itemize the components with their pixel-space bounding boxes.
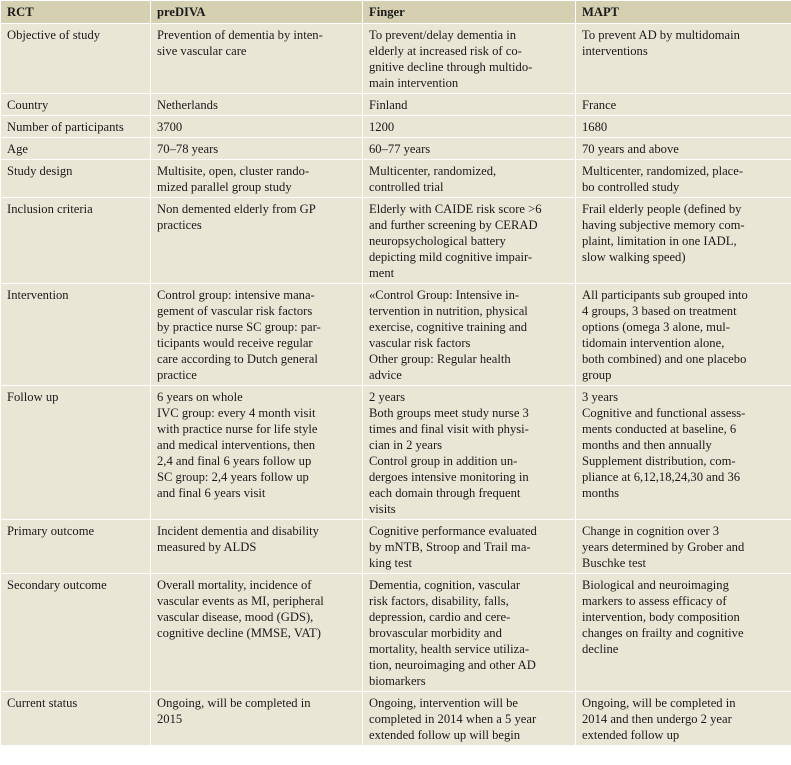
row-label: Age: [1, 138, 151, 160]
row-label: Current status: [1, 692, 151, 746]
header-finger: Finger: [363, 1, 576, 24]
table-row: [1, 520, 791, 574]
cell-mapt: Biological and neuroimaging markers to assess efficacy of intervention, body composition changes on frailty and cognitive decline: [576, 574, 791, 692]
row-label: Follow up: [1, 386, 151, 520]
cell-mapt: 70 years and above: [576, 138, 791, 160]
cell-prediva: Multisite, open, cluster rando- mized parallel group study: [151, 160, 363, 198]
header-prediva: preDIVA: [151, 1, 363, 24]
header-rct: RCT: [1, 1, 151, 24]
header-mapt: MAPT: [576, 1, 791, 24]
row-label: Secondary outcome: [1, 574, 151, 692]
cell-finger: Multicenter, randomized, controlled trial: [363, 160, 576, 198]
table-row: [1, 24, 791, 94]
cell-finger: 2 years Both groups meet study nurse 3 times and final visit with physi- cian in 2 years Control group in addition un- dergoes intensive monitoring in each domain through frequent visits: [363, 386, 576, 520]
cell-mapt: 3 years Cognitive and functional assess- ments conducted at baseline, 6 months and then annually Supplement distribution, com- pliance at 6,12,18,24,30 and 36 months: [576, 386, 791, 520]
header-row: [1, 1, 791, 24]
table-body: [1, 24, 791, 746]
cell-finger: Finland: [363, 94, 576, 116]
cell-prediva: Incident dementia and disability measured by ALDS: [151, 520, 363, 574]
cell-finger: «Control Group: Intensive in- tervention in nutrition, physical exercise, cognitive training and vascular risk factors Other group: Regular health advice: [363, 284, 576, 386]
table-row: [1, 692, 791, 746]
cell-prediva: Ongoing, will be completed in 2015: [151, 692, 363, 746]
cell-mapt: Change in cognition over 3 years determined by Grober and Buschke test: [576, 520, 791, 574]
cell-finger: 60–77 years: [363, 138, 576, 160]
table-row: [1, 284, 791, 386]
cell-mapt: All participants sub grouped into 4 groups, 3 based on treatment options (omega 3 alone, mul- tidomain intervention alone, both combined) and one placebo group: [576, 284, 791, 386]
row-label: Objective of study: [1, 24, 151, 94]
row-label: Country: [1, 94, 151, 116]
cell-finger: To prevent/delay dementia in elderly at increased risk of co- gnitive decline through multido- main intervention: [363, 24, 576, 94]
cell-finger: Ongoing, intervention will be completed in 2014 when a 5 year extended follow up will begin: [363, 692, 576, 746]
cell-prediva: 70–78 years: [151, 138, 363, 160]
row-label: Intervention: [1, 284, 151, 386]
cell-prediva: Overall mortality, incidence of vascular events as MI, peripheral vascular disease, mood (GDS), cognitive decline (MMSE, VAT): [151, 574, 363, 692]
cell-mapt: To prevent AD by multidomain interventions: [576, 24, 791, 94]
table-row: [1, 94, 791, 116]
row-label: Inclusion criteria: [1, 198, 151, 284]
table-row: [1, 198, 791, 284]
cell-finger: Dementia, cognition, vascular risk factors, disability, falls, depression, cardio and cere- brovascular morbidity and mortality, health service utiliza- tion, neuroimaging and other AD biomarkers: [363, 574, 576, 692]
cell-finger: 1200: [363, 116, 576, 138]
cell-finger: Elderly with CAIDE risk score >6 and further screening by CERAD neuropsychological battery depicting mild cognitive impair- ment: [363, 198, 576, 284]
cell-prediva: Non demented elderly from GP practices: [151, 198, 363, 284]
cell-prediva: Control group: intensive mana- gement of vascular risk factors by practice nurse SC group: par- ticipants would receive regular care according to Dutch general practice: [151, 284, 363, 386]
cell-finger: Cognitive performance evaluated by mNTB, Stroop and Trail ma- king test: [363, 520, 576, 574]
cell-prediva: 6 years on whole IVC group: every 4 month visit with practice nurse for life style and medical interventions, then 2,4 and final 6 years follow up SC group: 2,4 years follow up and final 6 years visit: [151, 386, 363, 520]
cell-prediva: 3700: [151, 116, 363, 138]
cell-mapt: 1680: [576, 116, 791, 138]
cell-mapt: France: [576, 94, 791, 116]
table-row: [1, 138, 791, 160]
table-row: [1, 160, 791, 198]
cell-mapt: Ongoing, will be completed in 2014 and then undergo 2 year extended follow up: [576, 692, 791, 746]
table-header: [1, 1, 791, 24]
cell-prediva: Netherlands: [151, 94, 363, 116]
table-row: [1, 116, 791, 138]
table-row: [1, 386, 791, 520]
cell-mapt: Frail elderly people (defined by having subjective memory com- plaint, limitation in one IADL, slow walking speed): [576, 198, 791, 284]
cell-prediva: Prevention of dementia by inten- sive vascular care: [151, 24, 363, 94]
cell-mapt: Multicenter, randomized, place- bo controlled study: [576, 160, 791, 198]
row-label: Study design: [1, 160, 151, 198]
row-label: Number of participants: [1, 116, 151, 138]
row-label: Primary outcome: [1, 520, 151, 574]
table-row: [1, 574, 791, 692]
